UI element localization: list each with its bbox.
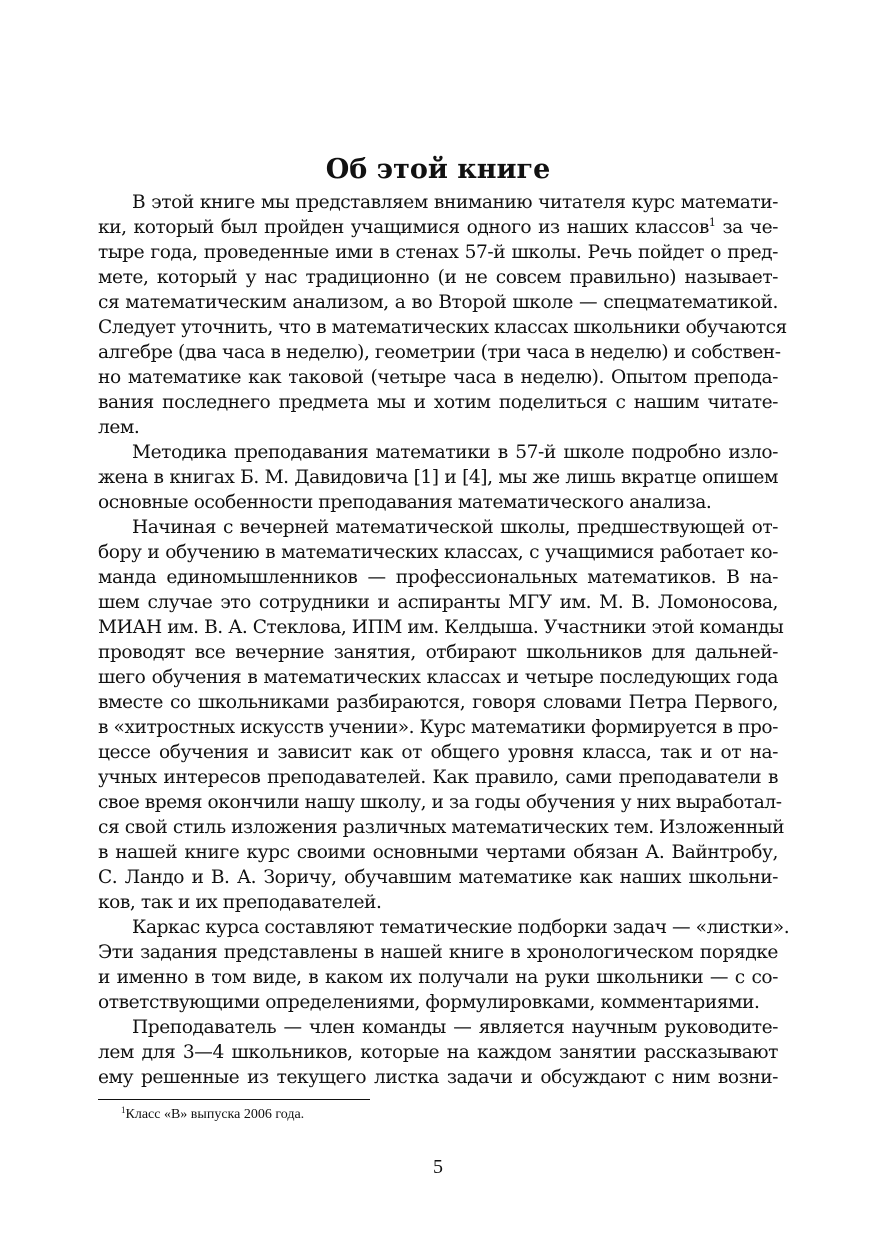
text-line: ся свой стиль изложения различных математических тем. Изложенный (98, 817, 785, 838)
footnote (121, 1104, 304, 1126)
text-line: проводят все вечерние занятия, отбирают школьников для дальней- (98, 642, 778, 663)
paragraph (98, 915, 790, 1015)
text-line: и именно в том виде, в каком их получали на руки школьники — с со- (98, 967, 778, 988)
text-line: ся математическим анализом, а во Второй школе — спецматематикой. (98, 292, 778, 313)
paragraph (98, 440, 778, 515)
text-line: Методика преподавания математики в 57-й школе подробно изло- (132, 442, 778, 463)
text-line: мете, который у нас традиционно (и не совсем правильно) называет- (98, 267, 778, 288)
text-line: лем для 3—4 школьников, которые на каждом занятии рассказывают (98, 1042, 778, 1063)
paragraph (98, 1015, 778, 1090)
text-line: МИАН им. В. А. Стеклова, ИПМ им. Келдыша. Участники этой команды (98, 617, 784, 638)
text-line: ему решенные из текущего листка задачи и обсуждают с ним возни- (98, 1067, 778, 1088)
text-line: В этой книге мы представляем вниманию читателя курс математи- (132, 192, 778, 213)
text-line: в «хитростных искусств учении». Курс математики формируется в про- (98, 717, 778, 738)
text-fragment: ки, который был пройден учащимися одного из наших классов (98, 217, 709, 238)
footnote-reference[interactable]: 1 (708, 216, 716, 229)
text-line: вместе со школьниками разбираются, говоря словами Петра Первого, (98, 692, 778, 713)
text-line: ответствующими определениями, формулировками, комментариями. (98, 992, 760, 1013)
text-line: С. Ландо и В. А. Зоричу, обучавшим математике как наших школьни- (98, 867, 778, 888)
text-line: Преподаватель — член команды — является научным руководите- (132, 1017, 778, 1038)
text-line: манда единомышленников — профессиональных математиков. В на- (98, 567, 778, 588)
footnote-marker: 1 (121, 1105, 126, 1115)
text-line: свое время окончили нашу школу, и за годы обучения у них выработал- (98, 792, 782, 813)
text-line: в нашей книге курс своими основными чертами обязан А. Вайнтробу, (98, 842, 778, 863)
text-line: тыре года, проведенные ими в стенах 57-й школы. Речь пойдет о пред- (98, 242, 778, 263)
paragraph (98, 190, 787, 440)
page-number: 5 (433, 1156, 443, 1178)
footnote-text: Класс «В» выпуска 2006 года. (125, 1107, 305, 1122)
text-line: шего обучения в математических классах и четыре последующих года (98, 667, 778, 688)
text-line: цессе обучения и зависит как от общего уровня класса, так и от на- (98, 742, 778, 763)
text-line: ков, так и их преподавателей. (98, 892, 382, 913)
text-fragment: за че- (715, 217, 778, 238)
text-line: Начиная с вечерней математической школы, предшествующей от- (132, 517, 778, 538)
footnote-divider (98, 1099, 370, 1100)
page-title: Об этой книге (325, 154, 551, 186)
text-line: шем случае это сотрудники и аспиранты МГУ им. М. В. Ломоносова, (98, 592, 778, 613)
text-line: но математике как таковой (четыре часа в неделю). Опытом препода- (98, 367, 778, 388)
text-line: алгебре (два часа в неделю), геометрии (три часа в неделю) и собствен- (98, 342, 781, 363)
text-line (98, 215, 778, 240)
text-line: жена в книгах Б. М. Давидовича [1] и [4], мы же лишь вкратце опишем (98, 467, 778, 488)
text-line: лем. (98, 417, 140, 438)
body-text (98, 190, 790, 1090)
text-line: Следует уточнить, что в математических классах школьники обучаются (98, 317, 787, 338)
text-line: учных интересов преподавателей. Как правило, сами преподаватели в (98, 767, 778, 788)
text-line: вания последнего предмета мы и хотим поделиться с нашим читате- (98, 392, 778, 413)
text-line: Эти задания представлены в нашей книге в хронологическом порядке (98, 942, 778, 963)
text-line: Каркас курса составляют тематические подборки задач — «листки». (132, 917, 790, 938)
paragraph (98, 515, 785, 915)
text-line: бору и обучению в математических классах, с учащимися работает ко- (98, 542, 778, 563)
text-line: основные особенности преподавания математического анализа. (98, 492, 712, 513)
